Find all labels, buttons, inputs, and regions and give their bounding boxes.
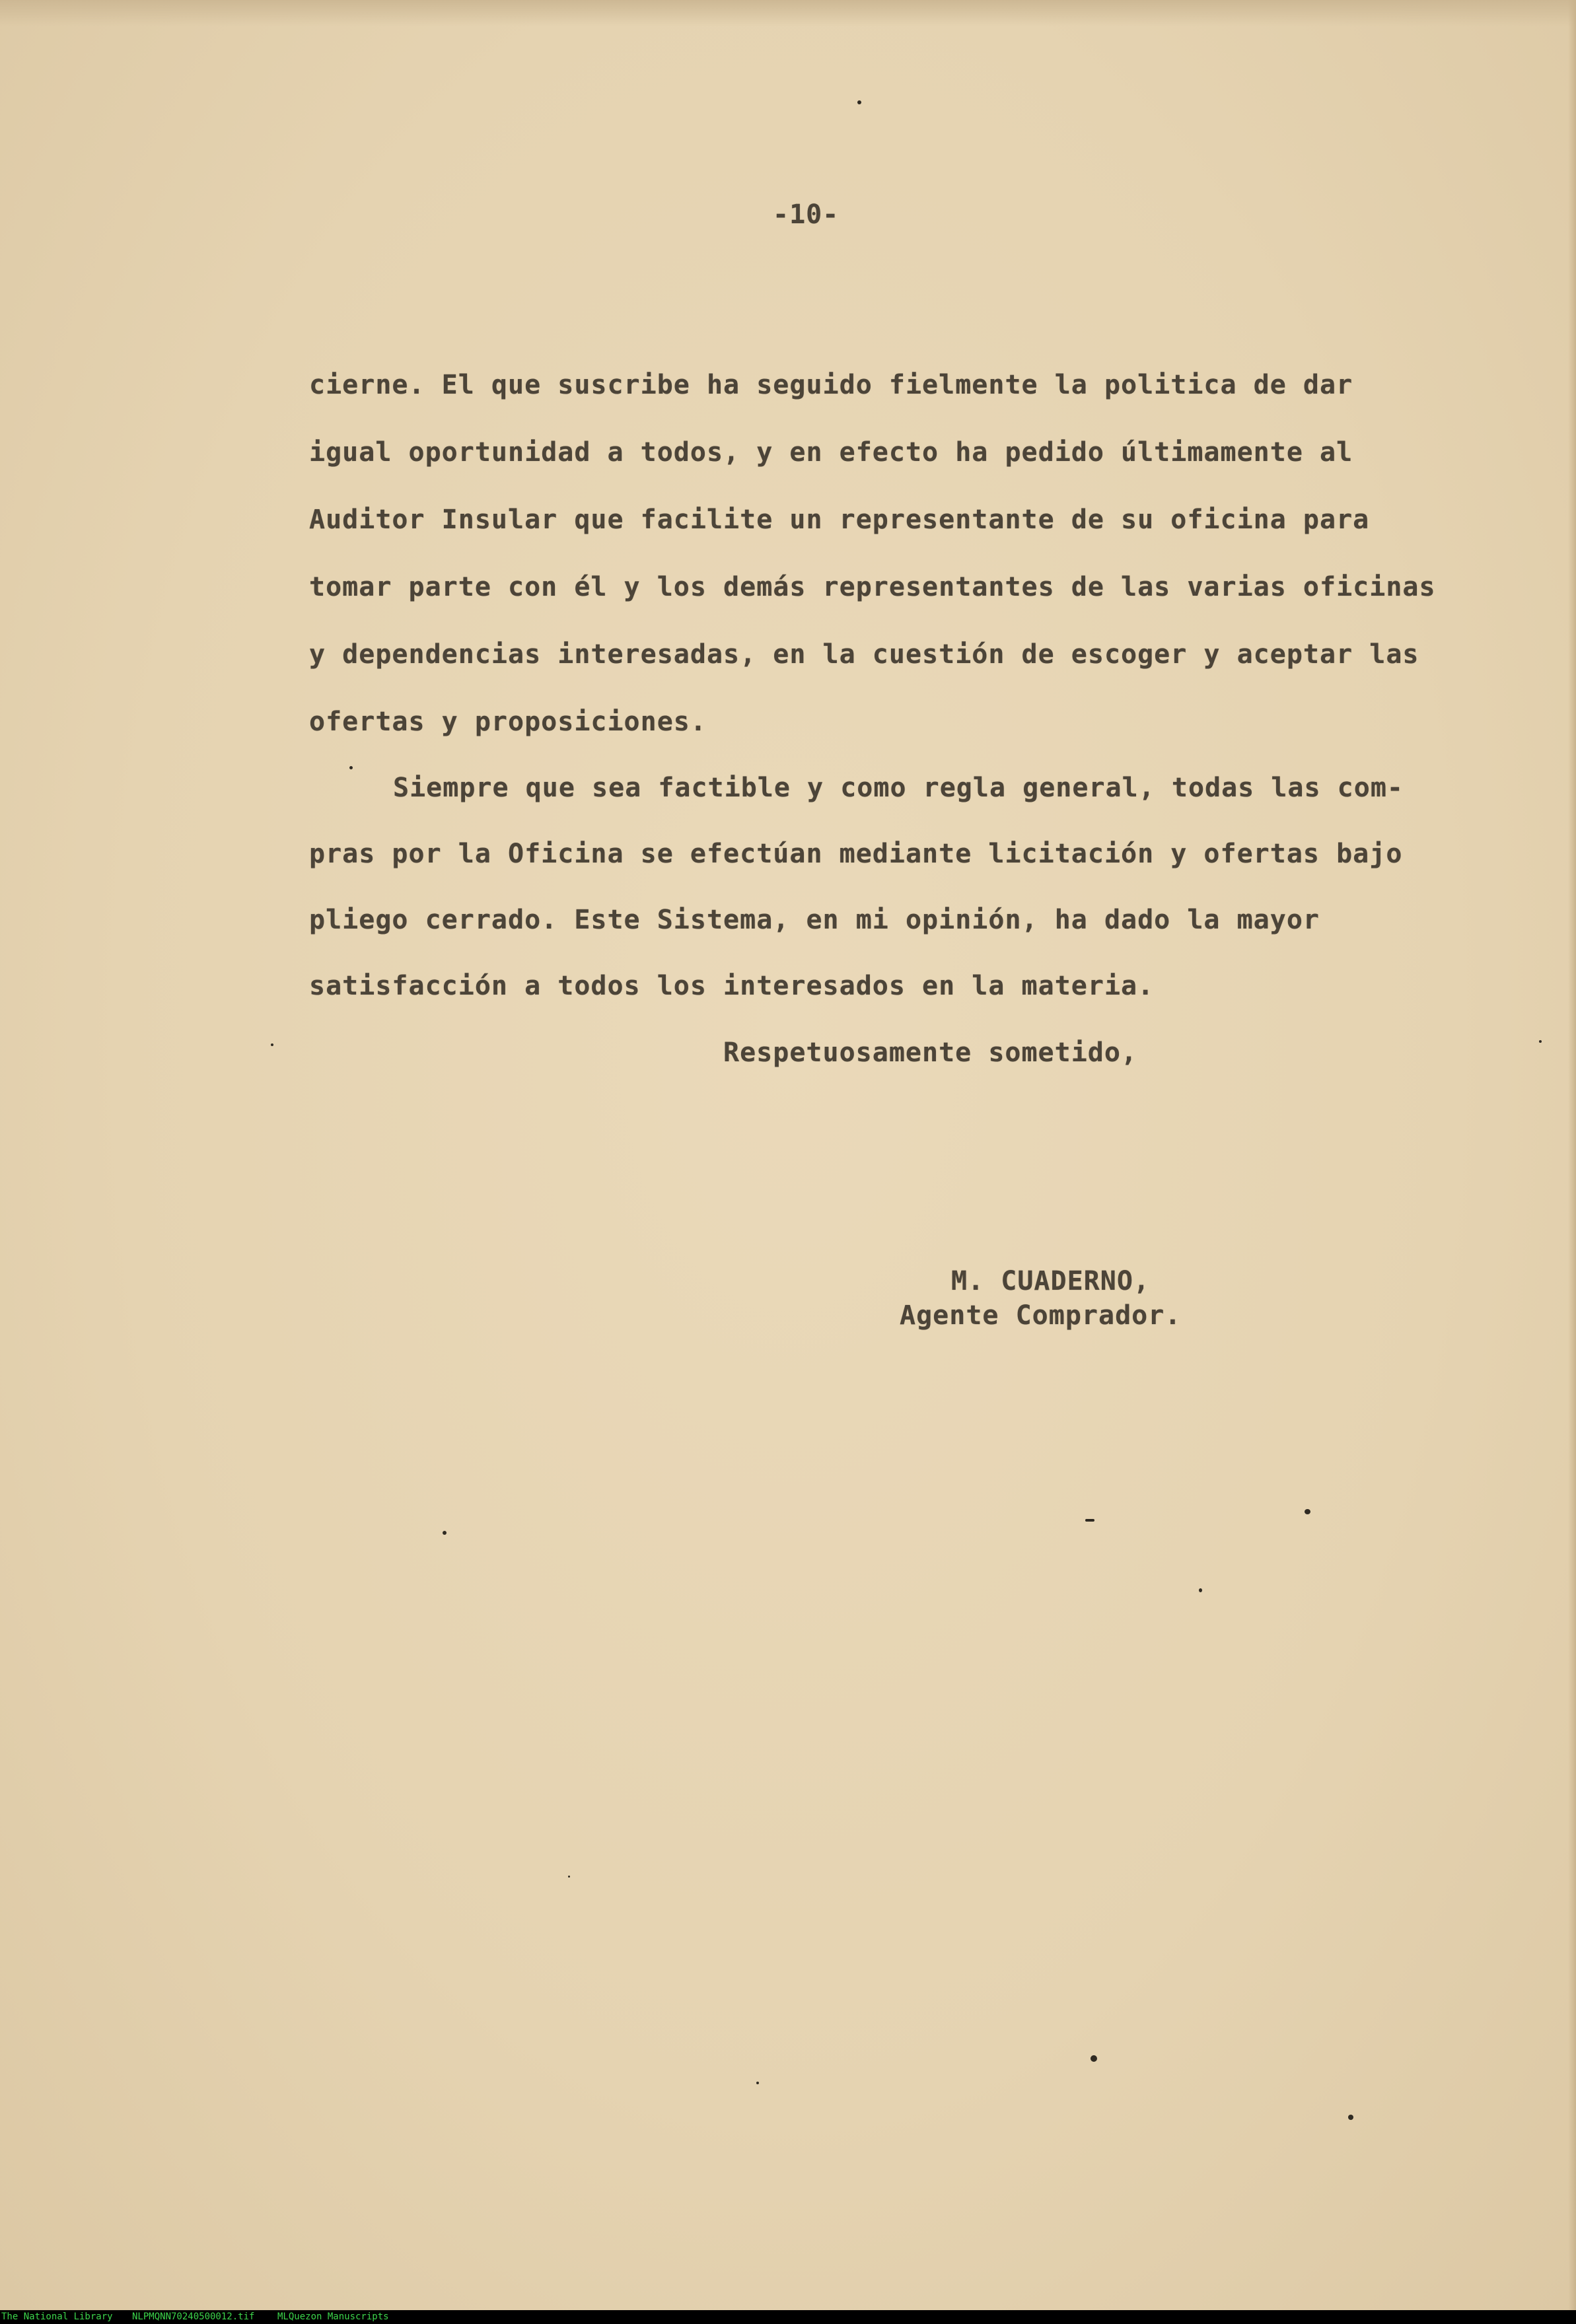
paragraph-2-line: Siempre que sea factible y como regla general, todas las com- — [393, 773, 1404, 803]
signature-name: M. CUADERNO, — [951, 1266, 1150, 1296]
paragraph-2-line: pras por la Oficina se efectúan mediante licitación y ofertas bajo — [309, 839, 1403, 869]
scan-footer-bar — [0, 2310, 1576, 2324]
paragraph-1-line: cierne. El que suscribe ha seguido fielmente la politica de dar — [309, 370, 1353, 400]
paragraph-1-line: Auditor Insular que facilite un representante de su oficina para — [309, 505, 1370, 535]
paper-speck — [349, 766, 353, 769]
paper-speck — [1085, 1519, 1094, 1522]
paper-right-edge — [1568, 0, 1576, 2310]
paper-speck — [568, 1876, 570, 1878]
paper-speck — [756, 2082, 759, 2084]
paragraph-2-line: satisfacción a todos los interesados en la materia. — [309, 971, 1155, 1001]
closing-salutation: Respetuosamente sometido, — [723, 1038, 1138, 1068]
page-number: -10- — [773, 199, 840, 230]
paper-speck — [1348, 2115, 1353, 2120]
signature-title: Agente Comprador. — [900, 1300, 1182, 1331]
paper-speck — [1305, 1509, 1310, 1514]
footer-library: The National Library — [1, 2311, 113, 2322]
paragraph-1-line: ofertas y proposiciones. — [309, 707, 707, 737]
paragraph-1-line: igual oportunidad a todos, y en efecto ha pedido últimamente al — [309, 437, 1353, 468]
footer-collection: MLQuezon Manuscripts — [277, 2311, 389, 2322]
paragraph-2-line: pliego cerrado. Este Sistema, en mi opinión, ha dado la mayor — [309, 905, 1320, 935]
paper-speck — [857, 100, 861, 104]
paper-speck — [1199, 1588, 1202, 1592]
paper-speck — [443, 1531, 447, 1535]
paragraph-1-line: y dependencias interesadas, en la cuestión de escoger y aceptar las — [309, 639, 1419, 670]
paper-speck — [1091, 2055, 1097, 2062]
paper-speck — [271, 1043, 273, 1046]
paper-speck — [1539, 1040, 1542, 1043]
paragraph-1-line: tomar parte con él y los demás representantes de las varias oficinas — [309, 572, 1436, 602]
footer-file-name: NLPMQNN70240500012.tif — [132, 2311, 255, 2322]
paper-top-shadow — [0, 0, 1576, 26]
